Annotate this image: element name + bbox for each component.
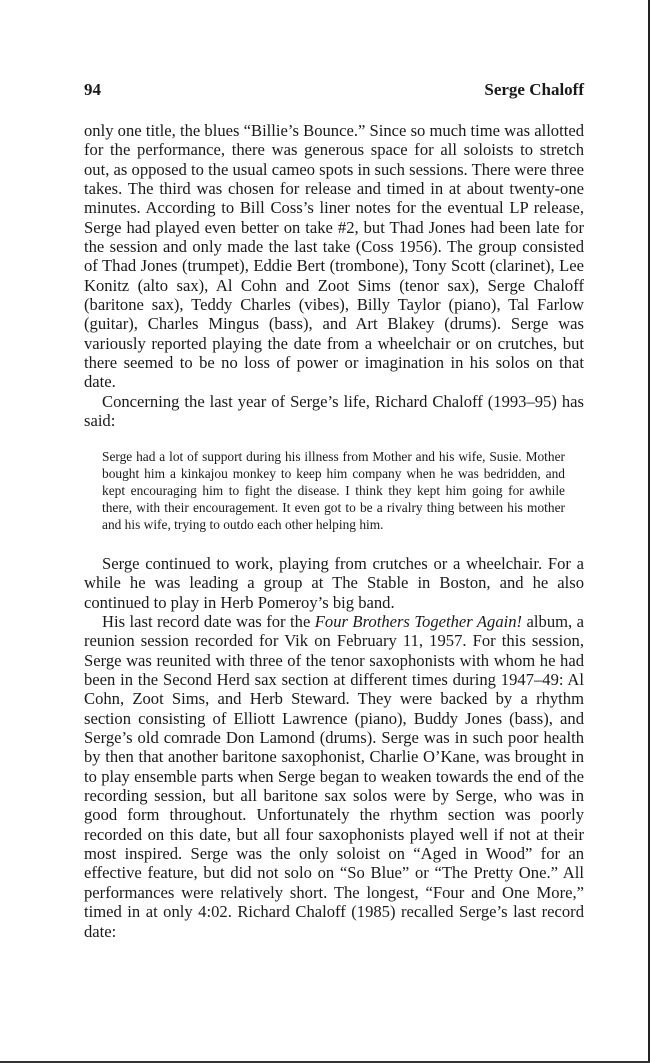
body-text — [84, 121, 584, 941]
album-title: Four Brothers Together Again! — [314, 612, 523, 631]
page-number: 94 — [84, 80, 101, 99]
paragraph-quote-intro: Concerning the last year of Serge’s life, Richard Chaloff (1993–95) has said: — [84, 391, 584, 431]
paragraph-continued-work: Serge continued to work, playing from crutches or a wheelchair. For a while he was leading a group at The Stable in Boston, and he also continued to play in Herb Pomeroy’s big band. — [84, 553, 584, 612]
paragraph-continued: only one title, the blues “Billie’s Bounce.” Since so much time was allotted for the performance, there was generous space for all soloists to stretch out, as opposed to the usual cameo spots in such sessions. There were three takes. The third was chosen for release and timed in at about twenty-one minutes. According to Bill Coss’s liner notes for the eventual LP release, Serge had played even better on take #2, but Thad Jones had been late for the session and only made the last take (Coss 1956). The group consisted of Thad Jones (trumpet), Eddie Bert (trombone), Tony Scott (clarinet), Lee Konitz (alto sax), Al Cohn and Zoot Sims (tenor sax), Serge Chaloff (baritone sax), Teddy Charles (vibes), Billy Taylor (piano), Tal Farlow (guitar), Charles Mingus (bass), and Art Blakey (drums). Serge was variously reported playing the date from a wheelchair or on crutches, but there seemed to be no loss of power or imagination in his solos on that date. — [84, 121, 584, 392]
paragraph-text-start: His last record date was for the — [102, 612, 315, 631]
block-quote: Serge had a lot of support during his illness from Mother and his wife, Susie. Mother bought him a kinkajou monkey to keep him company when he was bedridden, and kept encouraging him to fight the disease. I think they kept him going for awhile there, with their encouragement. It even got to be a rivalry thing between his mother and his wife, trying to outdo each other helping him. — [102, 448, 565, 532]
paragraph-last-record-date — [84, 612, 584, 941]
running-title: Serge Chaloff — [484, 80, 584, 99]
paragraph-text-rest: album, a reunion session recorded for Vik on February 11, 1957. For this session, Serge was reunited with three of the tenor saxophonists with whom he had been in the Second Herd sax section at different times during 1947–49: Al Cohn, Zoot Sims, and Herb Steward. They were backed by a rhythm section consisting of Elliott Lawrence (piano), Buddy Jones (bass), and Serge’s old comrade Don Lamond (drums). Serge was in such poor health by then that another baritone saxophonist, Charlie O’Kane, was brought in to play ensemble parts when Serge began to weaken towards the end of the recording session, but all baritone sax solos were by Serge, who was in good form throughout. Unfortunately the rhythm section was poorly recorded on this date, but all four saxophonists played well if not at their most inspired. Serge was the only soloist on “Aged in Wood” for an effective feature, but did not solo on “So Blue” or “The Pretty One.” All performances were relatively short. The longest, “Four and One More,” timed in at only 4:02. Richard Chaloff (1985) recalled Serge’s last record date: — [84, 612, 584, 941]
